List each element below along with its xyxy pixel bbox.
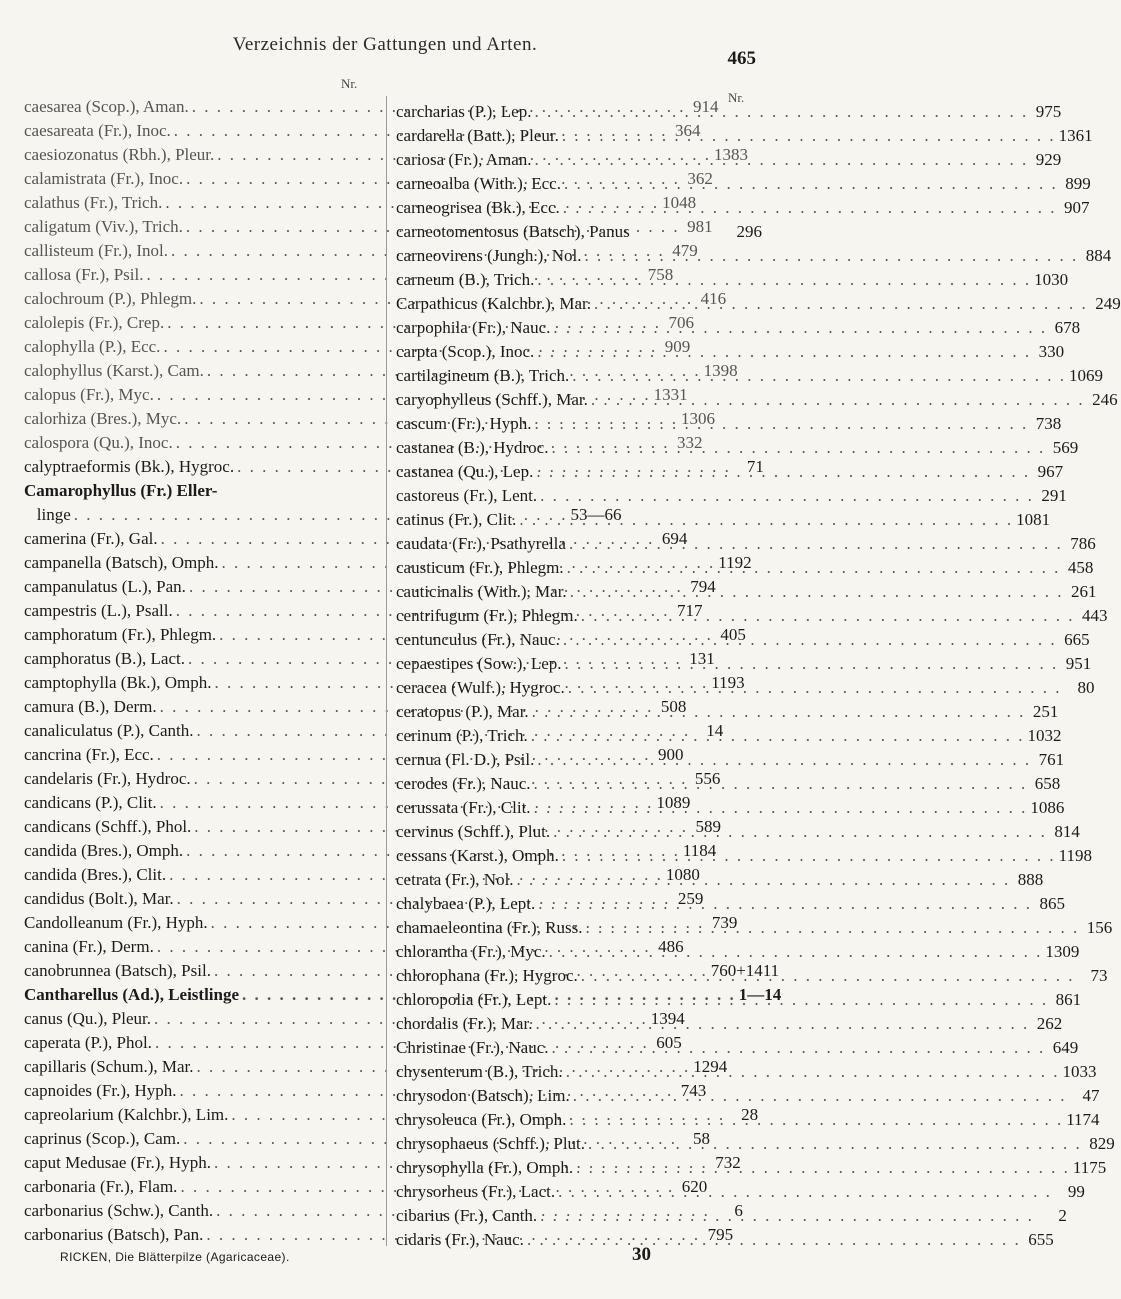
entry-number: 246 [1092,390,1118,409]
species-name: chrysophaeus (Schff.), Plut. [396,1134,586,1153]
leader-dots [529,700,1029,724]
species-name: chlorophana (Fr.), Hygroc. [396,966,578,985]
entry-number: 1033 [1062,1062,1097,1081]
entry-number: 332 [676,433,703,452]
index-entry [396,1012,1063,1036]
species-name: camphoratus (B.), Lact. [24,649,185,668]
entry-number: 1398 [703,361,738,380]
species-name: catinus (Fr.), Clit. [396,510,517,529]
entry-number: 1030 [1034,270,1069,289]
entry-number: 1089 [656,793,691,812]
index-entry [396,148,1062,172]
entry-number: 1081 [1016,510,1051,529]
species-name: camura (B.), Derm. [24,697,157,716]
species-name: calolepis (Fr.), Crep. [24,313,165,332]
index-entry [396,364,1104,388]
leader-dots [565,676,1065,700]
species-name: chalybaea (P.), Lept. [396,894,536,913]
entry-number: 259 [677,889,704,908]
entry-number: 6 [734,1201,743,1220]
entry-number: 900 [658,745,684,764]
entry-number: 1048 [662,193,697,212]
entry-number: 1198 [1058,846,1093,865]
entry-number: 899 [1065,174,1091,193]
species-name: carbonarius (Batsch), Pan. [24,1225,204,1244]
leader-dots [560,196,1060,220]
species-name: caryophylleus (Schff.), Mar. [396,390,588,409]
species-name: chrysorheus (Fr.), Lact. [396,1182,556,1201]
leader-dots [573,1156,1073,1180]
entry-number: 743 [680,1081,707,1100]
entry-number: 249 [1095,294,1121,313]
leader-dots [559,844,1059,868]
index-entry [396,1108,1100,1132]
species-name: centunculus (Fr.), Nauc. [396,630,560,649]
species-name: castoreus (Fr.), Lent. [396,486,538,505]
index-entry [396,292,1121,316]
leader-dots [551,988,1051,1012]
species-name: carbonarius (Schw.), Canth. [24,1201,214,1220]
index-entry [396,244,1112,268]
species-name: campestris (L.), Psall. [24,601,173,620]
species-name: candelaris (Fr.), Hydroc. [24,769,191,788]
leader-dots [561,172,1061,196]
species-name: cessans (Karst.), Omph. [396,846,559,865]
leader-dots [560,628,1060,652]
entry-number: 814 [1054,822,1080,841]
species-name: campanella (Batsch), Omph. [24,553,219,572]
entry-number: 967 [1037,462,1064,481]
entry-number: 1175 [1072,1158,1107,1177]
species-name: camptophylla (Bk.), Omph. [24,673,212,692]
species-name: calathus (Fr.), Trich. [24,193,163,212]
entry-number: 694 [661,529,688,548]
entry-number: 758 [647,265,674,284]
entry-number: 1192 [718,553,752,572]
entry-number: 1331 [653,385,688,404]
entry-number: 1394 [650,1009,685,1028]
entry-number: 861 [1055,990,1082,1009]
index-entry [396,460,1064,484]
entry-number: 416 [700,289,727,308]
leader-dots [514,868,1014,892]
left-column-nr-label: Nr. [341,76,358,91]
species-name: cepaestipes (Sow.), Lep. [396,654,562,673]
leader-dots [532,148,1032,172]
species-name: calopus (Fr.), Myc. [24,385,154,404]
species-name: chloropolia (Fr.), Lept. [396,990,552,1009]
entry-number: 1174 [1066,1110,1100,1129]
index-entry [396,340,1065,364]
entry-number: 73 [1090,966,1108,985]
index-entry [396,268,1069,292]
entry-number: 58 [693,1129,711,1148]
index-entry [396,172,1091,196]
index-entry [396,1180,1085,1204]
leader-dots [555,1180,1055,1204]
leader-dots [531,772,1031,796]
index-entry [24,479,384,503]
entry-number: 794 [690,577,716,596]
species-name: calorhiza (Bres.), Myc. [24,409,182,428]
index-entry [396,580,1097,604]
species-name: calospora (Qu.), Inoc. [24,433,173,452]
species-name: carneum (B.), Trich. [396,270,535,289]
species-name: cerinum (P.), Trich. [396,726,528,745]
index-entry [396,1156,1107,1180]
entry-number: 1193 [711,673,745,692]
index-entry [396,676,1095,700]
leader-dots [578,964,1078,988]
species-name: ceracea (Wulf.), Hygroc. [396,678,565,697]
leader-dots [550,316,1050,340]
index-entry [396,532,1096,556]
leader-dots [583,916,1083,940]
index-entry [396,484,1067,508]
species-name: cetrata (Fr.), Nol. [396,870,514,889]
leader-dots [546,940,1046,964]
leader-dots [535,892,1035,916]
species-name: candida (Bres.), Omph. [24,841,184,860]
species-name: cernua (Fl. D.), Psil. [396,750,535,769]
leader-dots [550,820,1050,844]
species-name: chamaeleontina (Fr.), Russ. [396,918,583,937]
index-entry [396,772,1061,796]
right-column-nr-label: Nr. [728,90,745,105]
species-name: chordalis (Fr.), Mar. [396,1014,533,1033]
species-name: Christinae (Fr.), Nauc. [396,1038,549,1057]
index-entry [396,436,1079,460]
leader-dots [516,508,1016,532]
entry-number: 508 [660,697,687,716]
entry-number: 658 [1034,774,1061,793]
species-name: candidus (Bolt.), Mar. [24,889,174,908]
species-name: carneogrisea (Bk.), Ecc. [396,198,560,217]
entry-number: 1306 [680,409,715,428]
footer-source: RICKEN, Die Blätterpilze (Agaricaceae). [60,1250,290,1264]
entry-number: 53—66 [570,505,622,524]
leader-dots [582,244,1082,268]
species-name: camphoratum (Fr.), Phlegm. [24,625,217,644]
entry-number: 443 [1082,606,1108,625]
species-name: ceratopus (P.), Mar. [396,702,529,721]
leader-dots [588,388,1088,412]
index-entry [396,724,1062,748]
entry-number: 760+1411 [710,961,780,980]
species-name: carneovirens (Jungh.), Nol. [396,246,582,265]
species-name: chlorantha (Fr.), Myc. [396,942,546,961]
entry-number: 738 [1035,414,1062,433]
entry-number: 262 [1036,1014,1063,1033]
leader-dots [566,532,1066,556]
entry-number: 569 [1052,438,1079,457]
species-name: chrysophylla (Fr.), Omph. [396,1158,574,1177]
entry-number: 80 [1077,678,1095,697]
entry-number: 739 [711,913,738,932]
species-name: campanulatus (L.), Pan. [24,577,186,596]
index-entry [396,508,1051,532]
species-name: Candolleanum (Fr.), Hyph. [24,913,208,932]
leader-dots [585,1132,1085,1156]
species-name: calochroum (P.), Phlegm. [24,289,197,308]
species-name: centrifugum (Fr.), Phlegm. [396,606,578,625]
entry-number: 71 [746,457,764,476]
signature-mark: 30 [632,1244,651,1265]
species-name: callosa (Fr.), Psil. [24,265,144,284]
leader-dots [548,436,1048,460]
leader-dots [559,124,1059,148]
species-name: chysenterum (B.), Trich. [396,1062,563,1081]
species-name: canobrunnea (Batsch), Psil. [24,961,211,980]
index-entry [396,316,1081,340]
species-name: candida (Bres.), Clit. [24,865,167,884]
entry-number: 47 [1082,1086,1100,1105]
species-name: cauticinalis (With.), Mar. [396,582,567,601]
entry-number: 261 [1070,582,1097,601]
species-name: canaliculatus (P.), Canth. [24,721,194,740]
entry-number: 706 [668,313,694,332]
index-entry [396,124,1093,148]
leader-dots [532,1012,1032,1036]
entry-number: 732 [715,1153,741,1172]
species-name: castanea (B.), Hydroc. [396,438,549,457]
entry-number: 865 [1039,894,1065,913]
species-name: capnoides (Fr.), Hyph. [24,1081,177,1100]
index-entry [396,628,1090,652]
entry-number: 405 [720,625,746,644]
entry-number: 131 [689,649,715,668]
running-head: Verzeichnis der Gattungen und Arten. [232,34,538,55]
index-entry [396,892,1065,916]
entry-number: 975 [1035,102,1062,121]
species-name: camerina (Fr.), Gal. [24,529,158,548]
entry-number: 99 [1067,1182,1085,1201]
entry-number: 665 [1064,630,1090,649]
index-entry [396,748,1065,772]
species-name: carpophila (Fr.), Nauc. [396,318,551,337]
species-name: cariosa (Fr.), Aman. [396,150,532,169]
entry-number: 291 [1041,486,1067,505]
leader-dots [534,268,1034,292]
species-name: capreolarium (Kalchbr.), Lim. [24,1105,229,1124]
species-name: canina (Fr.), Derm. [24,937,154,956]
entry-number: 649 [1052,1038,1079,1057]
species-name: caperata (P.), Phol. [24,1033,152,1052]
entry-number: 28 [741,1105,759,1124]
species-name: cibarius (Fr.), Canth. [396,1206,538,1225]
species-name: caudata (Fr.), Psathyrella [396,534,566,553]
species-name: calophylla (P.), Ecc. [24,337,161,356]
entry-number: 156 [1086,918,1113,937]
index-entry [396,556,1094,580]
entry-number: 1361 [1058,126,1093,145]
species-name: chrysodon (Batsch), Lim. [396,1086,570,1105]
leader-dots [531,100,1031,124]
entry-number: 929 [1035,150,1062,169]
index-entry [396,196,1090,220]
species-name: Carpathicus (Kalchbr.), Mar. [396,294,591,313]
right-index-column [396,100,1121,1252]
index-entry [396,652,1092,676]
entry-number: 1—14 [738,985,782,1004]
entry-number: 1383 [714,145,749,164]
species-name: Cantharellus (Ad.), Leistlinge [24,985,240,1004]
entry-number: 458 [1067,558,1094,577]
species-name: calamistrata (Fr.), Inoc. [24,169,184,188]
entry-number: 1294 [693,1057,728,1076]
entry-number: 1032 [1027,726,1062,745]
entry-number: 364 [675,121,701,140]
leader-dots [563,1060,1063,1084]
leader-dots [534,748,1034,772]
species-name: castanea (Qu.), Lep. [396,462,534,481]
entry-number: 330 [1038,342,1065,361]
species-name: capillaris (Schum.), Mar. [24,1057,194,1076]
index-entry [396,820,1080,844]
leader-dots [537,484,1037,508]
entry-number: 761 [1038,750,1065,769]
entry-number: 1309 [1045,942,1080,961]
leader-dots [532,412,1032,436]
leader-dots [566,1108,1066,1132]
entry-number: 14 [706,721,724,740]
entry-number: 486 [658,937,684,956]
species-name: cervinus (Schff.), Plut. [396,822,551,841]
species-name: cancrina (Fr.), Ecc. [24,745,154,764]
entry-number: 655 [1028,1230,1054,1249]
index-entry [396,220,762,244]
leader-dots [564,556,1064,580]
entry-number: 1086 [1030,798,1065,817]
entry-number: 589 [695,817,722,836]
species-name: linge [24,505,71,524]
entry-number: 296 [736,222,762,241]
index-entry [396,100,1062,124]
entry-number: 786 [1070,534,1096,553]
index-entry [396,1132,1115,1156]
species-name: cartilagineum (B.), Trich. [396,366,570,385]
leader-dots [591,292,1091,316]
entry-number: 1069 [1069,366,1104,385]
index-entry [396,964,1108,988]
species-name: calophyllus (Karst.), Cam. [24,361,204,380]
species-name: caligatum (Viv.), Trich. [24,217,183,236]
species-name: caesiozonatus (Rbh.), Pleur. [24,145,215,164]
leader-dots [562,652,1062,676]
index-entry [396,700,1059,724]
species-name: causticum (Fr.), Phlegm. [396,558,564,577]
entry-number: 620 [681,1177,708,1196]
species-name: candicans (P.), Clit. [24,793,157,812]
entry-number: 251 [1032,702,1059,721]
species-name: caprinus (Scop.), Cam. [24,1129,181,1148]
leader-dots [567,580,1067,604]
index-entry [396,604,1108,628]
entry-number: 981 [687,217,713,236]
entry-number: 951 [1065,654,1092,673]
species-name: candicans (Schff.), Phol. [24,817,192,836]
leader-dots [534,340,1034,364]
index-entry [396,388,1118,412]
entry-number: 362 [687,169,713,188]
species-name: cascum (Fr.), Hyph. [396,414,532,433]
entry-number: 907 [1064,198,1090,217]
species-name: carneotomentosus (Batsch), Panus [396,222,630,241]
species-name: carcharias (P.), Lep. [396,102,532,121]
entry-number: 795 [707,1225,734,1244]
leader-dots [524,1228,1024,1252]
species-name: callisteum (Fr.), Inol. [24,241,169,260]
species-name: chrysoleuca (Fr.), Omph. [396,1110,567,1129]
entry-number: 909 [664,337,691,356]
species-name: canus (Qu.), Pleur. [24,1009,152,1028]
leader-dots [537,1204,1037,1228]
page-number: 465 [727,48,756,69]
column-divider [386,96,387,1246]
index-entry [396,916,1113,940]
index-entry [396,796,1065,820]
species-name: calyptraeformis (Bk.), Hygroc. [24,457,235,476]
leader-dots [578,604,1078,628]
index-entry [396,940,1080,964]
leader-dots [528,724,1028,748]
index-entry [396,844,1093,868]
index-entry [396,1204,1067,1228]
entry-number: 914 [692,97,719,116]
entry-number: 1184 [682,841,717,860]
species-name: caput Medusae (Fr.), Hyph. [24,1153,211,1172]
entry-number: 884 [1085,246,1112,265]
index-entry [396,868,1044,892]
leader-dots [533,460,1033,484]
leader-dots [549,1036,1049,1060]
entry-number: 556 [694,769,721,788]
species-name: carbonaria (Fr.), Flam. [24,1177,178,1196]
entry-number: 479 [672,241,698,260]
leader-dots [531,796,1031,820]
index-entry [396,1036,1079,1060]
entry-number: 678 [1054,318,1081,337]
species-name: carneoalba (With.), Ecc. [396,174,561,193]
species-name: carpta (Scop.), Inoc. [396,342,535,361]
entry-number: 717 [676,601,703,620]
index-entry [396,1084,1100,1108]
species-name: Camarophyllus (Fr.) Eller- [24,481,218,500]
index-entry [396,412,1062,436]
species-name: cerodes (Fr.), Nauc. [396,774,531,793]
species-name: caesareata (Fr.), Inoc. [24,121,171,140]
leader-dots [570,1084,1070,1108]
entry-number: 2 [1058,1206,1067,1225]
leader-dots [569,364,1069,388]
species-name: caesarea (Scop.), Aman. [24,97,189,116]
index-entry [396,1228,1054,1252]
entry-number: 829 [1089,1134,1115,1153]
species-name: cerussata (Fr.), Clit. [396,798,531,817]
entry-number: 1080 [665,865,700,884]
entry-number: 888 [1017,870,1044,889]
species-name: cidaris (Fr.), Nauc. [396,1230,524,1249]
species-name: cardarella (Batt.), Pleur. [396,126,559,145]
entry-number: 605 [656,1033,682,1052]
index-entry [396,1060,1097,1084]
